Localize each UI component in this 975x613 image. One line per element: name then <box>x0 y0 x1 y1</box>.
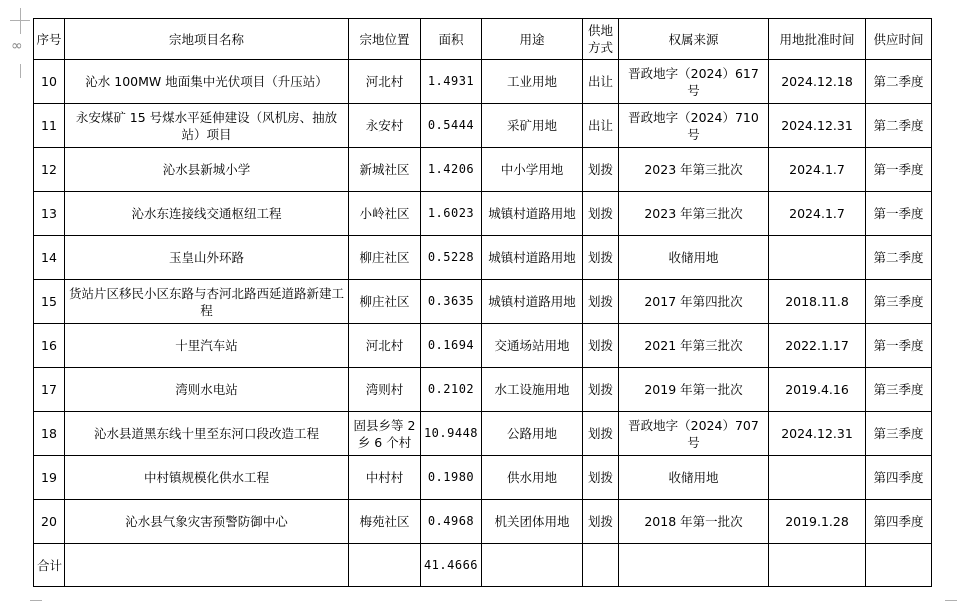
cell-name: 玉皇山外环路 <box>65 236 349 280</box>
cell-area: 0.5228 <box>421 236 482 280</box>
cell-source: 晋政地字（2024）710 号 <box>619 104 769 148</box>
header-usage: 用途 <box>482 19 583 60</box>
cell-location: 柳庄社区 <box>349 236 421 280</box>
table-footer <box>34 544 932 587</box>
cell-location: 小岭社区 <box>349 192 421 236</box>
cell-seq: 18 <box>34 412 65 456</box>
cell-location: 河北村 <box>349 60 421 104</box>
cell-supply-method: 划拨 <box>583 456 619 500</box>
cell-supply-time: 第二季度 <box>866 236 932 280</box>
table-row <box>34 280 932 324</box>
total-empty-cell <box>583 544 619 587</box>
cell-approval-time: 2022.1.17 <box>769 324 866 368</box>
table-row <box>34 104 932 148</box>
cell-location: 新城社区 <box>349 148 421 192</box>
cell-area: 0.1980 <box>421 456 482 500</box>
cell-usage: 中小学用地 <box>482 148 583 192</box>
cell-supply-method: 划拨 <box>583 324 619 368</box>
cell-name: 沁水县新城小学 <box>65 148 349 192</box>
cell-seq: 11 <box>34 104 65 148</box>
cell-usage: 机关团体用地 <box>482 500 583 544</box>
cell-seq: 14 <box>34 236 65 280</box>
cell-approval-time: 2019.1.28 <box>769 500 866 544</box>
total-empty-cell <box>866 544 932 587</box>
cell-approval-time: 2024.12.31 <box>769 412 866 456</box>
cell-supply-time: 第四季度 <box>866 456 932 500</box>
cell-supply-time: 第四季度 <box>866 500 932 544</box>
header-supply-method: 供地方式 <box>583 19 619 60</box>
cell-approval-time: 2019.4.16 <box>769 368 866 412</box>
header-name: 宗地项目名称 <box>65 19 349 60</box>
cell-source: 2023 年第三批次 <box>619 148 769 192</box>
cell-usage: 工业用地 <box>482 60 583 104</box>
cell-source: 晋政地字（2024）707 号 <box>619 412 769 456</box>
cell-supply-method: 划拨 <box>583 192 619 236</box>
cell-supply-time: 第三季度 <box>866 368 932 412</box>
cell-name: 沁水县气象灾害预警防御中心 <box>65 500 349 544</box>
cell-supply-time: 第一季度 <box>866 148 932 192</box>
cell-supply-method: 出让 <box>583 104 619 148</box>
cell-name: 货站片区移民小区东路与杏河北路西延道路新建工程 <box>65 280 349 324</box>
cell-seq: 12 <box>34 148 65 192</box>
cell-seq: 13 <box>34 192 65 236</box>
cell-usage: 供水用地 <box>482 456 583 500</box>
header-location: 宗地位置 <box>349 19 421 60</box>
land-supply-table <box>33 18 932 587</box>
cell-location: 河北村 <box>349 324 421 368</box>
table-row <box>34 60 932 104</box>
margin-glyph: ∞ <box>11 38 23 54</box>
table-row <box>34 148 932 192</box>
cell-source: 2018 年第一批次 <box>619 500 769 544</box>
cell-supply-method: 划拨 <box>583 368 619 412</box>
crop-mark-bottom-right-icon <box>945 600 957 613</box>
cell-source: 2021 年第三批次 <box>619 324 769 368</box>
header-source: 权属来源 <box>619 19 769 60</box>
cell-usage: 交通场站用地 <box>482 324 583 368</box>
cell-supply-time: 第三季度 <box>866 412 932 456</box>
cell-supply-time: 第一季度 <box>866 192 932 236</box>
total-empty-cell <box>349 544 421 587</box>
cell-source: 晋政地字（2024）617 号 <box>619 60 769 104</box>
header-supply-time: 供应时间 <box>866 19 932 60</box>
cell-supply-method: 划拨 <box>583 236 619 280</box>
cell-name: 永安煤矿 15 号煤水平延伸建设（风机房、抽放站）项目 <box>65 104 349 148</box>
cell-location: 固县乡等 2 乡 6 个村 <box>349 412 421 456</box>
cell-source: 2017 年第四批次 <box>619 280 769 324</box>
cell-approval-time: 2018.11.8 <box>769 280 866 324</box>
cell-supply-time: 第二季度 <box>866 104 932 148</box>
total-label: 合计 <box>34 544 65 587</box>
cell-seq: 17 <box>34 368 65 412</box>
table-row <box>34 236 932 280</box>
cell-area: 0.2102 <box>421 368 482 412</box>
table-header <box>34 19 932 60</box>
cell-supply-time: 第三季度 <box>866 280 932 324</box>
table-row <box>34 192 932 236</box>
cell-supply-method: 划拨 <box>583 148 619 192</box>
cell-supply-time: 第二季度 <box>866 60 932 104</box>
cell-supply-method: 划拨 <box>583 412 619 456</box>
cell-approval-time: 2024.1.7 <box>769 192 866 236</box>
cell-name: 沁水县道黑东线十里至东河口段改造工程 <box>65 412 349 456</box>
table-row <box>34 500 932 544</box>
cell-seq: 10 <box>34 60 65 104</box>
cell-source: 收储用地 <box>619 456 769 500</box>
table-row <box>34 324 932 368</box>
cell-name: 中村镇规模化供水工程 <box>65 456 349 500</box>
cell-seq: 16 <box>34 324 65 368</box>
cell-usage: 城镇村道路用地 <box>482 192 583 236</box>
cell-seq: 15 <box>34 280 65 324</box>
cell-area: 10.9448 <box>421 412 482 456</box>
cell-supply-method: 划拨 <box>583 280 619 324</box>
total-empty-cell <box>619 544 769 587</box>
cell-usage: 水工设施用地 <box>482 368 583 412</box>
cell-source: 2019 年第一批次 <box>619 368 769 412</box>
header-area: 面积 <box>421 19 482 60</box>
table-row <box>34 412 932 456</box>
crop-mark-bottom-left-icon <box>30 600 42 613</box>
cell-supply-method: 划拨 <box>583 500 619 544</box>
total-area: 41.4666 <box>421 544 482 587</box>
cell-name: 十里汽车站 <box>65 324 349 368</box>
header-seq: 序号 <box>34 19 65 60</box>
cell-area: 1.4206 <box>421 148 482 192</box>
cell-seq: 20 <box>34 500 65 544</box>
cell-seq: 19 <box>34 456 65 500</box>
crop-mark-icon <box>8 8 32 78</box>
cell-usage: 公路用地 <box>482 412 583 456</box>
cell-approval-time: 2024.12.18 <box>769 60 866 104</box>
cell-location: 中村村 <box>349 456 421 500</box>
cell-location: 柳庄社区 <box>349 280 421 324</box>
cell-area: 1.6023 <box>421 192 482 236</box>
cell-approval-time: 2024.1.7 <box>769 148 866 192</box>
cell-approval-time: 2024.12.31 <box>769 104 866 148</box>
cell-location: 永安村 <box>349 104 421 148</box>
cell-area: 0.3635 <box>421 280 482 324</box>
cell-location: 梅苑社区 <box>349 500 421 544</box>
cell-area: 0.4968 <box>421 500 482 544</box>
cell-location: 湾则村 <box>349 368 421 412</box>
cell-name: 沁水东连接线交通枢纽工程 <box>65 192 349 236</box>
total-empty-cell <box>65 544 349 587</box>
cell-usage: 城镇村道路用地 <box>482 236 583 280</box>
cell-usage: 采矿用地 <box>482 104 583 148</box>
table-row <box>34 368 932 412</box>
total-empty-cell <box>769 544 866 587</box>
total-empty-cell <box>482 544 583 587</box>
table-row <box>34 456 932 500</box>
cell-source: 2023 年第三批次 <box>619 192 769 236</box>
cell-approval-time <box>769 236 866 280</box>
cell-name: 湾则水电站 <box>65 368 349 412</box>
cell-area: 0.5444 <box>421 104 482 148</box>
cell-source: 收储用地 <box>619 236 769 280</box>
cell-usage: 城镇村道路用地 <box>482 280 583 324</box>
cell-approval-time <box>769 456 866 500</box>
table-body <box>34 60 932 544</box>
header-approval-time: 用地批准时间 <box>769 19 866 60</box>
cell-area: 0.1694 <box>421 324 482 368</box>
cell-supply-time: 第一季度 <box>866 324 932 368</box>
cell-name: 沁水 100MW 地面集中光伏项目（升压站） <box>65 60 349 104</box>
cell-area: 1.4931 <box>421 60 482 104</box>
cell-supply-method: 出让 <box>583 60 619 104</box>
total-row <box>34 544 932 587</box>
